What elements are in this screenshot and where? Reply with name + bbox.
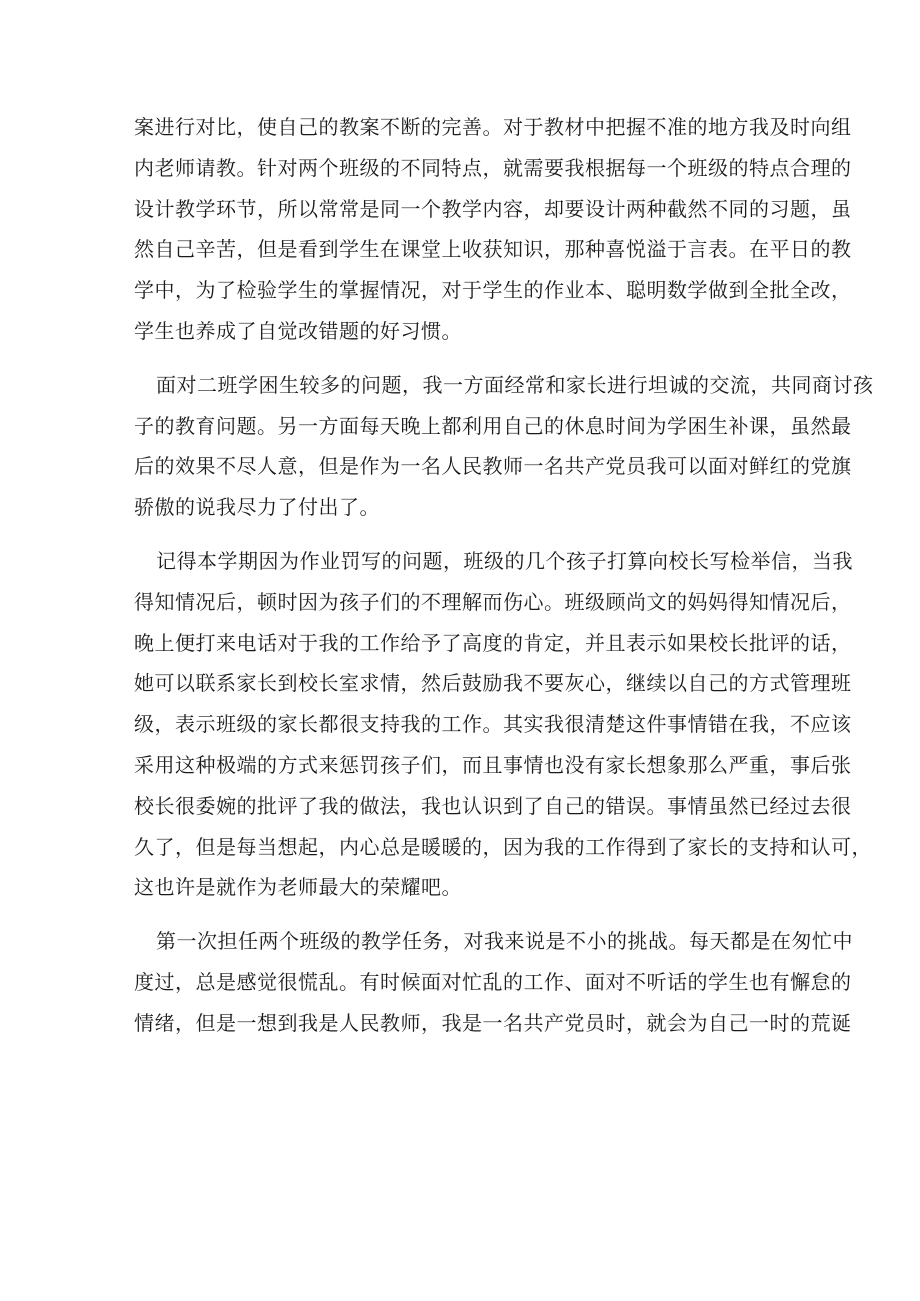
paragraph-3 bbox=[134, 541, 872, 908]
paragraph-4 bbox=[134, 921, 853, 1043]
text-line: 晚上便打来电话对于我的工作给予了高度的肯定，并且表示如果校长批评的话， bbox=[134, 630, 852, 655]
text-line: 情绪，但是一想到我是人民教师，我是一名共产党员时，就会为自己一时的荒诞 bbox=[134, 1010, 852, 1035]
text-line: 记得本学期因为作业罚写的问题，班级的几个孩子打算向校长写检举信，当我 bbox=[156, 548, 853, 573]
text-line: 她可以联系家长到校长室求情，然后鼓励我不要灰心，继续以自己的方式管理班 bbox=[134, 671, 852, 696]
text-line: 然自己辛苦，但是看到学生在课堂上收获知识，那种喜悦溢于言表。在平日的教 bbox=[134, 237, 852, 262]
paragraph-1 bbox=[134, 107, 852, 352]
text-line: 骄傲的说我尽力了付出了。 bbox=[134, 495, 380, 520]
text-line: 案进行对比，使自己的教案不断的完善。对于教材中把握不准的地方我及时向组 bbox=[134, 115, 852, 139]
text-line: 得知情况后，顿时因为孩子们的不理解而伤心。班级顾尚文的妈妈得知情况后， bbox=[134, 589, 852, 614]
paragraph-2 bbox=[134, 365, 874, 528]
paragraph-gap bbox=[134, 528, 794, 541]
text-line: 内老师请教。针对两个班级的不同特点，就需要我根据每一个班级的特点合理的 bbox=[134, 155, 852, 180]
text-line: 子的教育问题。另一方面每天晚上都利用自己的休息时间为学困生补课，虽然最 bbox=[134, 413, 852, 438]
text-line: 级，表示班级的家长都很支持我的工作。其实我很清楚这件事情错在我，不应该 bbox=[134, 712, 852, 737]
paragraph-gap bbox=[134, 908, 794, 921]
text-line: 度过，总是感觉很慌乱。有时候面对忙乱的工作、面对不听话的学生也有懈怠的 bbox=[134, 969, 852, 994]
text-line: 采用这种极端的方式来惩罚孩子们，而且事情也没有家长想象那么严重，事后张 bbox=[134, 752, 852, 777]
text-line: 面对二班学困生较多的问题，我一方面经常和家长进行坦诚的交流，共同商讨孩 bbox=[156, 372, 874, 397]
text-line: 学中，为了检验学生的掌握情况，对于学生的作业本、聪明数学做到全批全改， bbox=[134, 278, 852, 303]
text-line: 第一次担任两个班级的教学任务，对我来说是不小的挑战。每天都是在匆忙中 bbox=[156, 929, 853, 954]
text-line: 后的效果不尽人意，但是作为一名人民教师一名共产党员我可以面对鲜红的党旗 bbox=[134, 454, 852, 479]
text-line: 学生也养成了自觉改错题的好习惯。 bbox=[134, 318, 462, 343]
text-line: 这也许是就作为老师最大的荣耀吧。 bbox=[134, 875, 462, 900]
paragraph-gap bbox=[134, 352, 794, 365]
text-line: 设计教学环节，所以常常是同一个教学内容，却要设计两种截然不同的习题，虽 bbox=[134, 196, 852, 221]
text-column bbox=[134, 107, 874, 1044]
text-line: 校长很委婉的批评了我的做法，我也认识到了自己的错误。事情虽然已经过去很 bbox=[134, 793, 852, 818]
text-line: 久了，但是每当想起，内心总是暖暖的，因为我的工作得到了家长的支持和认可， bbox=[134, 834, 872, 859]
